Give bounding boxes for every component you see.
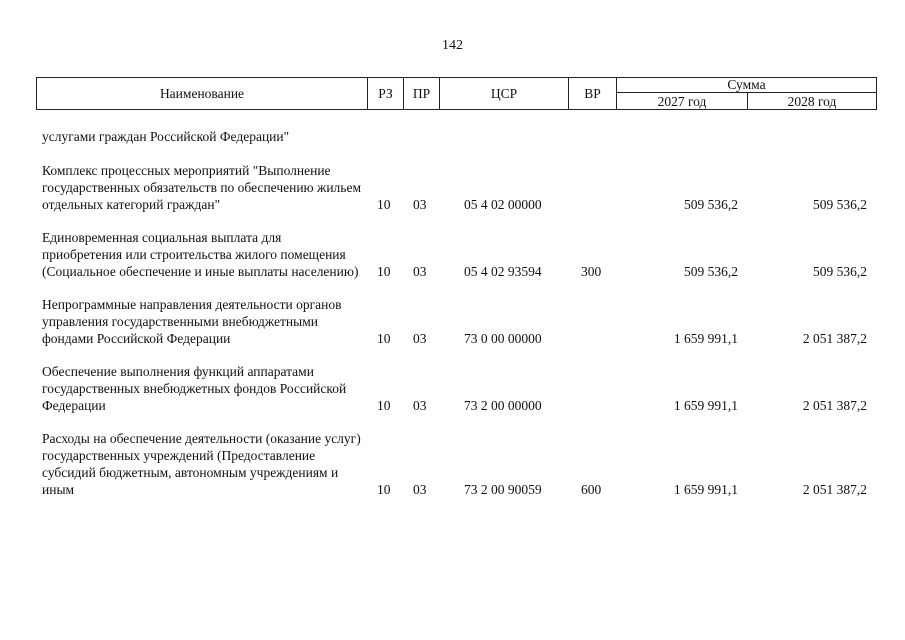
table-row — [0, 128, 905, 145]
row-sum-2028: 509 536,2 — [813, 264, 867, 279]
header-rz: РЗ — [368, 78, 404, 110]
header-csr: ЦСР — [440, 78, 569, 110]
table-row — [0, 296, 905, 347]
row-csr: 05 4 02 00000 — [464, 197, 542, 212]
page-number: 142 — [442, 38, 463, 53]
row-pr: 03 — [413, 398, 427, 413]
row-rz: 10 — [377, 264, 391, 279]
header-year-2027: 2027 год — [617, 93, 748, 110]
row-pr: 03 — [413, 197, 427, 212]
row-sum-2028: 509 536,2 — [813, 197, 867, 212]
row-sum-2027: 1 659 991,1 — [673, 331, 738, 346]
table-header — [36, 77, 877, 110]
header-sum: Сумма — [617, 78, 877, 93]
row-pr: 03 — [413, 482, 427, 497]
row-name: Комплекс процессных мероприятий "Выполнение государственных обязательств по обеспечению жильем отдельных категорий граждан" — [42, 163, 361, 212]
row-sum-2027: 509 536,2 — [684, 264, 738, 279]
row-name: Единовременная социальная выплата для приобретения или строительства жилого помещения (Социальное обеспечение и иные выплаты населению) — [42, 230, 359, 279]
row-sum-2028: 2 051 387,2 — [802, 398, 867, 413]
row-vr: 300 — [581, 264, 602, 279]
header-year-2028: 2028 год — [748, 93, 877, 110]
table-row — [0, 430, 905, 498]
row-name: Обеспечение выполнения функций аппаратами государственных внебюджетных фондов Российской Федерации — [42, 364, 347, 413]
row-csr: 05 4 02 93594 — [464, 264, 542, 279]
header-vr: ВР — [569, 78, 617, 110]
row-pr: 03 — [413, 264, 427, 279]
table-row — [0, 229, 905, 280]
row-sum-2028: 2 051 387,2 — [802, 482, 867, 497]
row-vr: 600 — [581, 482, 602, 497]
row-name: Непрограммные направления деятельности органов управления государственными внебюджетными фондами Российской Федерации — [42, 297, 342, 346]
table-row — [0, 363, 905, 414]
row-csr: 73 2 00 00000 — [464, 398, 542, 413]
row-pr: 03 — [413, 331, 427, 346]
row-rz: 10 — [377, 398, 391, 413]
row-name: Расходы на обеспечение деятельности (оказание услуг) государственных учреждений (Предоставление субсидий бюджетным, автономным учреждениям и иным — [42, 431, 361, 497]
row-rz: 10 — [377, 197, 391, 212]
row-sum-2027: 1 659 991,1 — [673, 398, 738, 413]
row-sum-2027: 1 659 991,1 — [673, 482, 738, 497]
row-csr: 73 2 00 90059 — [464, 482, 542, 497]
table-row — [0, 162, 905, 213]
row-name: услугами граждан Российской Федерации" — [42, 129, 290, 144]
row-sum-2028: 2 051 387,2 — [802, 331, 867, 346]
header-name: Наименование — [37, 78, 368, 110]
row-csr: 73 0 00 00000 — [464, 331, 542, 346]
table-body — [0, 128, 905, 498]
row-sum-2027: 509 536,2 — [684, 197, 738, 212]
row-rz: 10 — [377, 482, 391, 497]
header-pr: ПР — [404, 78, 440, 110]
row-rz: 10 — [377, 331, 391, 346]
